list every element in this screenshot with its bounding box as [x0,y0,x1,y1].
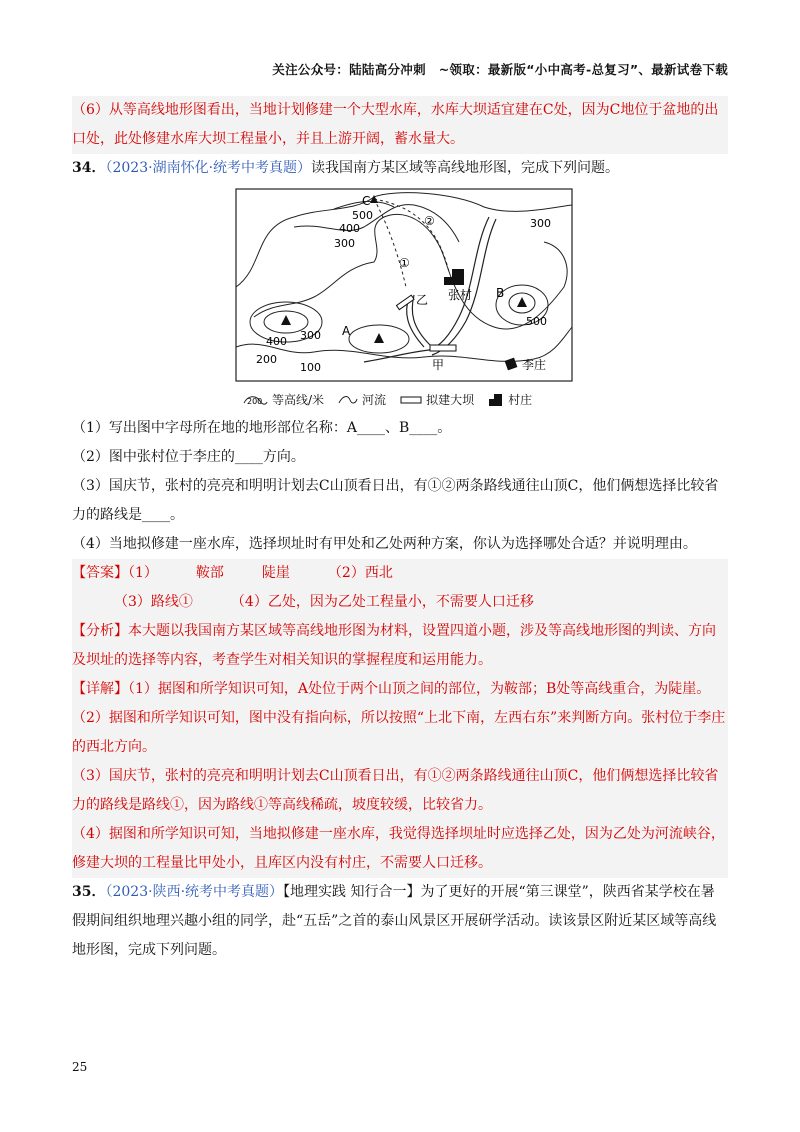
page-content [72,96,728,965]
contour-label: 400 [266,335,287,348]
label-jia: 甲 [432,358,445,372]
river-icon [338,394,358,406]
label-yi: 乙 [416,293,429,307]
contour-label: 100 [300,361,321,374]
legend-contour: 200 等高线/米 [242,391,324,408]
contour-label: 500 [352,209,373,222]
contour-label: 300 [300,329,321,342]
contour-map [234,187,574,408]
dam-icon [400,395,422,405]
answer-line-1: 【答案】（1） 鞍部 陡崖 （2）西北 [72,565,393,581]
contour-sample-icon [242,393,268,407]
legend-river: 河流 [338,391,386,408]
village-icon [444,277,454,285]
map-legend [242,391,574,408]
question-stem: 读我国南方某区域等高线地形图，完成下列问题。 [311,160,620,176]
legend-dam: 拟建大坝 [400,391,474,408]
legend-village: 村庄 [488,391,532,408]
label-lizhuang: 李庄 [522,358,547,372]
detail-4: （4）据图和所学知识可知，当地拟修建一座水库，我觉得选择坝址时应选择乙处，因为乙处为河流峡谷，修建大坝的工程量比甲处小，且库区内没有村庄，不需要人口迁移。 [72,826,725,871]
contour-label: 300 [530,217,551,230]
contour-label: 300 [334,237,355,250]
label-route-1: ① [399,256,410,270]
label-a: A [342,324,351,338]
question-34-stem [72,154,728,183]
analysis: 【分析】本大题以我国南方某区域等高线地形图为材料，设置四道小题，涉及等高线地形图的判读、方向及坝址的选择等内容，考查学生对相关知识的掌握程度和运用能力。 [72,623,716,668]
label-c: C [362,194,371,208]
detail-3: （3）国庆节，张村的亮亮和明明计划去C山顶看日出，有①②两条路线通往山顶C，他们俩想选择比较省力的路线是路线①，因为路线①等高线稀疏，坡度较缓，比较省力。 [72,768,719,813]
detail-1: 【详解】（1）据图和所学知识可知，A处位于两个山顶之间的部位，为鞍部；B处等高线重合，为陡崖。 [72,681,711,697]
question-number: 34． [72,160,106,176]
question-34-2: （2）图中张村位于李庄的____方向。 [72,449,305,465]
page-header: 关注公众号：陆陆高分冲刺 ~领取：最新版“小中高考-总复习”、最新试卷下载 [272,62,728,77]
village-icon [488,393,504,407]
answer-line-2: （3）路线① （4）乙处，因为乙处工程量小，不需要人口迁移 [114,594,534,610]
label-b: B [496,286,505,300]
question-35: 35．（2023·陕西·统考中考真题）【地理实践 知行合一】为了更好的开展“第三课堂”，陕西省某学校在暑假期间组织地理兴趣小组的同学，赴“五岳”之首的泰山风景区开展研学活动。读该景区附近某区域等高线地形图，完成下列问题。 [72,884,717,958]
label-zhangcun: 张村 [448,288,473,302]
question-34-1: （1）写出图中字母所在地的地形部位名称：A____、B____。 [72,420,452,436]
question-source: （2023·湖南怀化·统考中考真题） [105,160,312,176]
detail-2: （2）据图和所学知识可知，图中没有指向标，所以按照“上北下南，左西右东”来判断方向。张村位于李庄的西北方向。 [72,710,726,755]
question-34-4: （4）当地拟修建一座水库，选择坝址时有甲处和乙处两种方案，你认为选择哪处合适？并说明理由。 [72,536,697,552]
dam-jia [430,345,456,351]
contour-map-svg [234,187,574,383]
contour-label: 400 [339,222,360,235]
question-34-3: （3）国庆节，张村的亮亮和明明计划去C山顶看日出，有①②两条路线通往山顶C，他们俩想选择比较省力的路线是____。 [72,478,719,523]
contour-label: 500 [526,315,547,328]
page-number: 25 [72,1060,88,1074]
svg-text:200: 200 [247,396,263,406]
contour-label: 200 [256,353,277,366]
previous-answer: （6）从等高线地形图看出，当地计划修建一个大型水库，水库大坝适宜建在C处，因为C地位于盆地的出口处，此处修建水库大坝工程量小，并且上游开阔，蓄水量大。 [72,96,728,154]
answer-block [72,559,728,878]
label-route-2: ② [424,214,435,228]
